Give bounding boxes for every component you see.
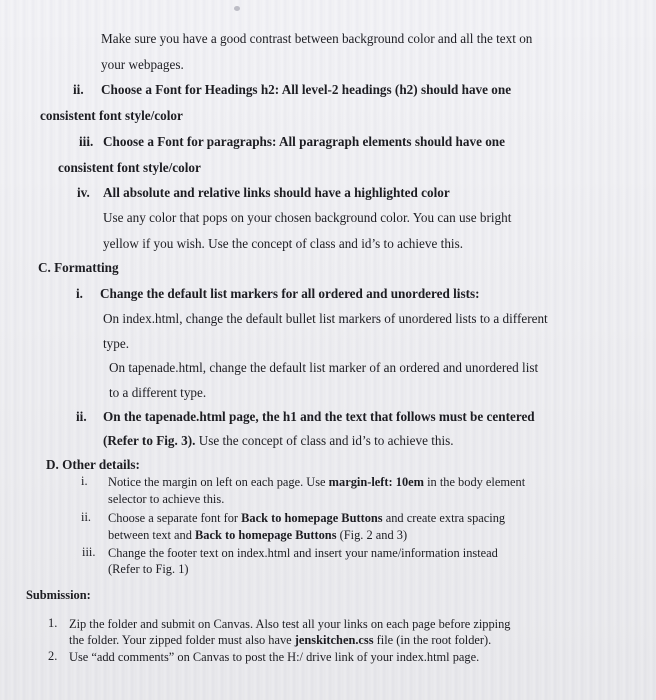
section-d-heading: D. Other details: [46, 457, 140, 472]
list-markers-body-4: to a different type. [109, 385, 207, 400]
heading-font-item-cont: consistent font style/color [40, 108, 183, 123]
button-font-item-line-1 [108, 510, 505, 526]
item-number: iv. [77, 185, 90, 200]
button-font-item-line-2 [108, 527, 407, 543]
margin-code: margin-left: 10em [328, 475, 424, 489]
submission-step-1-line-2 [69, 632, 491, 648]
links-color-body-2: yellow if you wish. Use the concept of class and id’s to achieve this. [103, 236, 464, 251]
centering-item: On the tapenade.html page, the h1 and the text that follows must be centered [103, 409, 535, 424]
list-markers-body-2: type. [103, 336, 130, 351]
centering-body-text: Use the concept of class and id’s to achieve this. [195, 433, 454, 448]
footer-item-line-2: (Refer to Fig. 1) [108, 562, 189, 576]
step-number: 1. [48, 616, 58, 630]
step1-text-c: file (in the root folder). [373, 633, 492, 647]
list-markers-body-1: On index.html, change the default bullet list markers of unordered lists to a different [103, 311, 548, 326]
centering-body [103, 433, 454, 449]
item-number: iii. [79, 134, 94, 149]
item-number: iii. [82, 545, 96, 559]
item-number: ii. [76, 409, 87, 424]
button-text-c: and create extra spacing [382, 511, 506, 525]
button-text-f: (Fig. 2 and 3) [336, 528, 408, 542]
button-text-d: between text and [108, 528, 196, 542]
submission-step-1-line-1: Zip the folder and submit on Canvas. Also test all your links on each page before zipping [69, 617, 511, 631]
item-number: i. [76, 286, 83, 301]
step-number: 2. [48, 649, 58, 663]
item-number: ii. [81, 510, 91, 524]
margin-item-line-2: selector to achieve this. [108, 492, 225, 506]
button-label-ref-2: Back to homepage Buttons [195, 528, 337, 542]
links-color-item: All absolute and relative links should have a highlighted color [103, 185, 450, 200]
section-c-heading: C. Formatting [38, 260, 119, 275]
figure-reference: (Refer to Fig. 3). [103, 433, 196, 448]
intro-line-2: your webpages. [101, 57, 184, 72]
intro-line-1: Make sure you have a good contrast between background color and all the text on [101, 31, 533, 46]
step1-text-a: the folder. Your zipped folder must also have [69, 633, 295, 647]
css-filename: jenskitchen.css [294, 633, 374, 647]
paragraph-font-item: Choose a Font for paragraphs: All paragraph elements should have one [103, 134, 505, 149]
item-number: ii. [73, 82, 84, 97]
button-label-ref: Back to homepage Buttons [241, 511, 383, 525]
list-markers-item: Change the default list markers for all ordered and unordered lists: [100, 286, 480, 301]
links-color-body-1: Use any color that pops on your chosen background color. You can use bright [103, 210, 512, 225]
footer-item-line-1: Change the footer text on index.html and insert your name/information instead [108, 546, 498, 560]
margin-text-a: Notice the margin on left on each page. Use [108, 475, 329, 489]
margin-text-c: in the body element [423, 475, 526, 489]
submission-step-2: Use “add comments” on Canvas to post the H:/ drive link of your index.html page. [69, 650, 480, 664]
margin-item-line-1 [108, 474, 525, 490]
submission-heading: Submission: [26, 588, 91, 602]
button-text-a: Choose a separate font for [108, 511, 242, 525]
heading-font-item: Choose a Font for Headings h2: All level-2 headings (h2) should have one [101, 82, 512, 97]
paragraph-font-item-cont: consistent font style/color [58, 160, 201, 175]
item-number: i. [81, 474, 88, 488]
scan-mark [234, 6, 240, 11]
list-markers-body-3: On tapenade.html, change the default list marker of an ordered and unordered list [109, 360, 539, 375]
